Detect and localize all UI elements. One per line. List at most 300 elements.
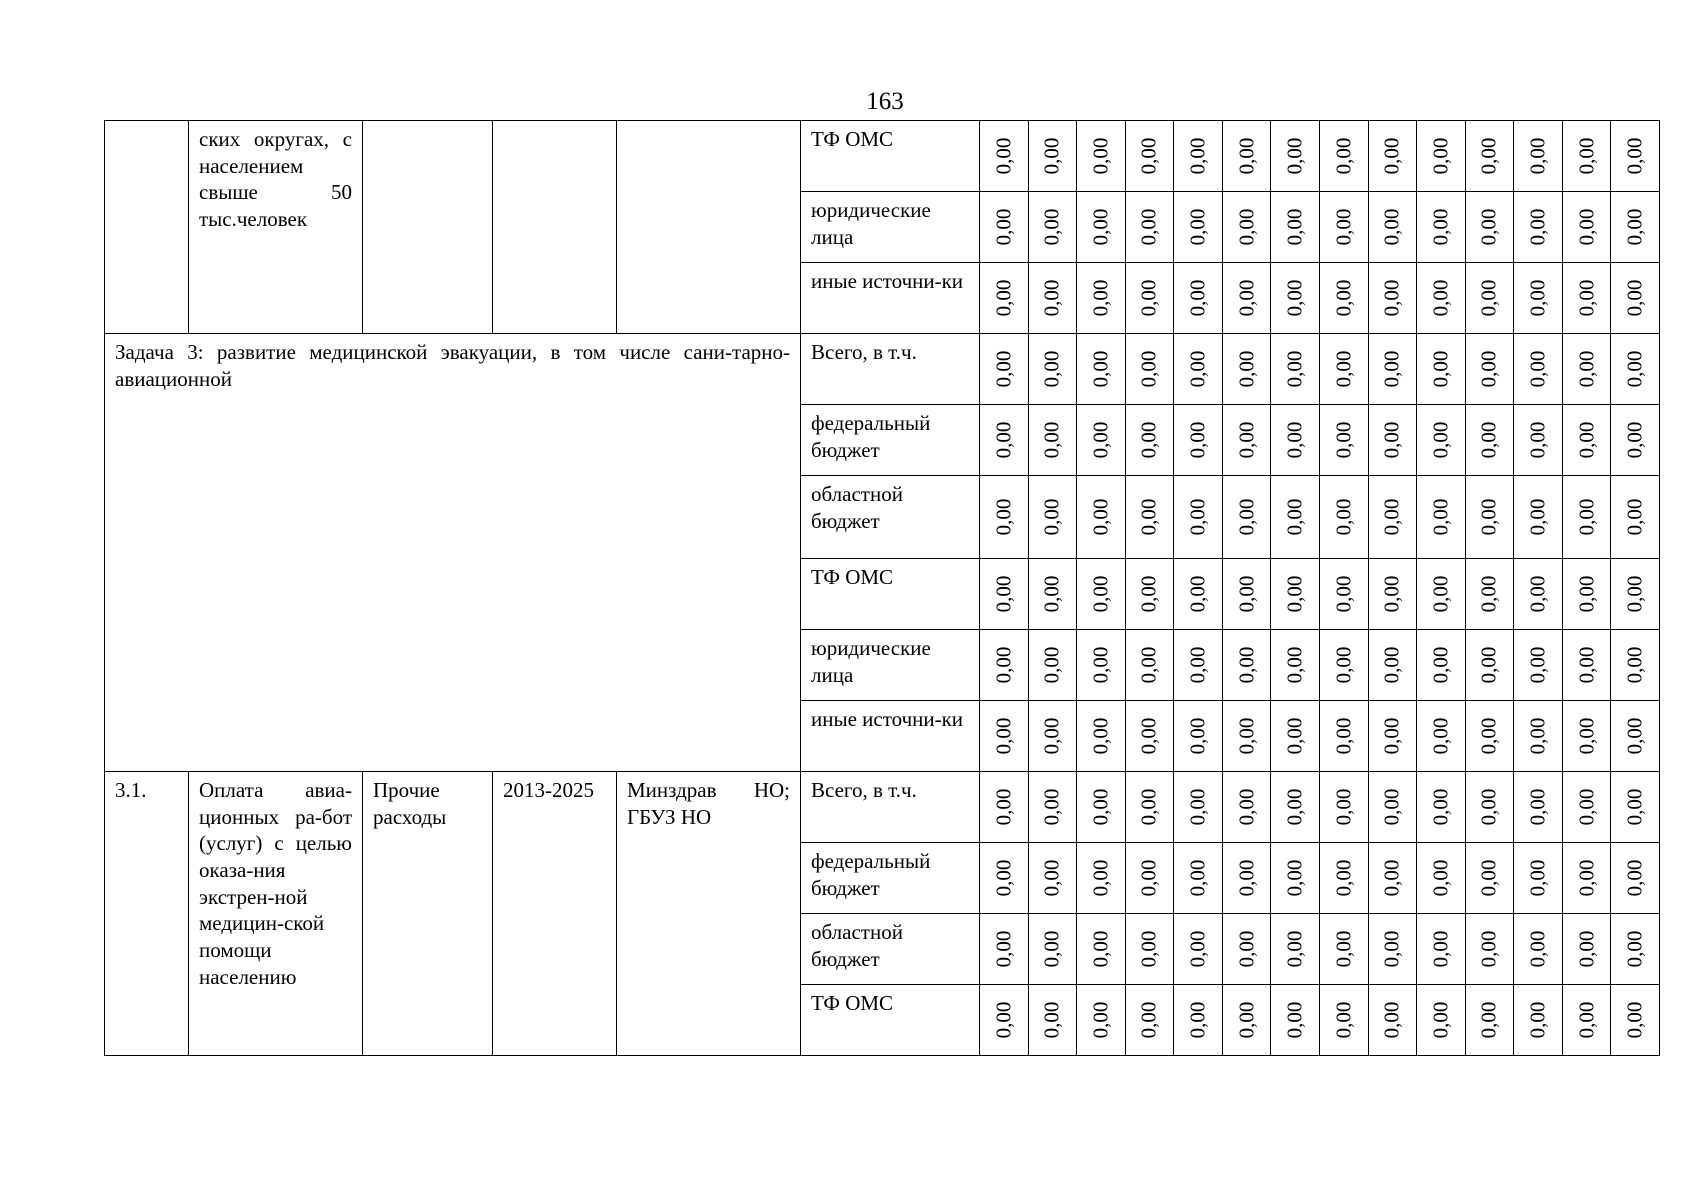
value-text: 0,00 [1234, 575, 1259, 613]
value-text: 0,00 [1428, 137, 1453, 175]
value-text: 0,00 [1477, 788, 1502, 826]
value-cell [1028, 334, 1077, 405]
value-cell [1271, 630, 1320, 701]
table-row [105, 121, 1660, 192]
value-text: 0,00 [1379, 208, 1404, 246]
value-text: 0,00 [1282, 137, 1307, 175]
value-cell [1174, 701, 1223, 772]
value-cell [1417, 630, 1466, 701]
value-text: 0,00 [1234, 646, 1259, 684]
value-text: 0,00 [1622, 498, 1647, 536]
value-text: 0,00 [1622, 350, 1647, 388]
funding-source-cell-text: Всего, в т.ч. [811, 778, 917, 802]
value-text: 0,00 [1088, 1001, 1113, 1039]
period-cell [493, 772, 617, 1056]
value-cell [1222, 263, 1271, 334]
value-text: 0,00 [1622, 137, 1647, 175]
value-text: 0,00 [1331, 859, 1356, 897]
value-text: 0,00 [1137, 279, 1162, 317]
value-cell [1271, 985, 1320, 1056]
value-text: 0,00 [991, 137, 1016, 175]
value-text: 0,00 [1234, 930, 1259, 968]
value-text: 0,00 [1040, 646, 1065, 684]
value-text: 0,00 [991, 930, 1016, 968]
value-cell [1222, 192, 1271, 263]
value-cell [1028, 121, 1077, 192]
value-text: 0,00 [1137, 717, 1162, 755]
value-cell [1562, 630, 1611, 701]
value-cell [1562, 192, 1611, 263]
value-text: 0,00 [1137, 498, 1162, 536]
value-cell [1319, 476, 1368, 559]
value-cell [1611, 192, 1660, 263]
value-text: 0,00 [1234, 208, 1259, 246]
value-text: 0,00 [1040, 575, 1065, 613]
value-cell [1077, 914, 1126, 985]
value-text: 0,00 [1574, 421, 1599, 459]
value-text: 0,00 [1477, 208, 1502, 246]
value-cell [1417, 405, 1466, 476]
funding-source-cell [801, 985, 980, 1056]
value-text: 0,00 [1234, 498, 1259, 536]
value-cell [1465, 985, 1514, 1056]
value-text: 0,00 [1574, 717, 1599, 755]
table-row [105, 334, 1660, 405]
value-text: 0,00 [1040, 930, 1065, 968]
value-text: 0,00 [1477, 859, 1502, 897]
value-cell [1174, 121, 1223, 192]
value-text: 0,00 [1525, 279, 1550, 317]
value-cell [1368, 843, 1417, 914]
value-cell [1368, 630, 1417, 701]
value-cell [1514, 263, 1563, 334]
value-cell [1465, 772, 1514, 843]
value-cell [1368, 985, 1417, 1056]
value-cell [1174, 843, 1223, 914]
value-text: 0,00 [1622, 575, 1647, 613]
value-cell [1417, 843, 1466, 914]
value-text: 0,00 [1040, 137, 1065, 175]
value-cell [1077, 476, 1126, 559]
value-cell [1222, 701, 1271, 772]
value-text: 0,00 [1282, 279, 1307, 317]
executor-cell-text: Минздрав НО; ГБУЗ НО [627, 778, 790, 829]
value-text: 0,00 [1185, 350, 1210, 388]
value-text: 0,00 [1331, 137, 1356, 175]
value-cell [1077, 405, 1126, 476]
value-text: 0,00 [1088, 930, 1113, 968]
value-cell [1319, 772, 1368, 843]
value-cell [1514, 334, 1563, 405]
value-cell [1077, 630, 1126, 701]
value-text: 0,00 [1379, 350, 1404, 388]
value-text: 0,00 [1137, 1001, 1162, 1039]
value-text: 0,00 [1185, 646, 1210, 684]
value-cell [1417, 985, 1466, 1056]
value-cell [1222, 121, 1271, 192]
value-cell [1077, 843, 1126, 914]
value-cell [1417, 263, 1466, 334]
value-text: 0,00 [1282, 717, 1307, 755]
value-text: 0,00 [1234, 788, 1259, 826]
value-text: 0,00 [1574, 208, 1599, 246]
funding-source-cell [801, 334, 980, 405]
value-cell [1562, 476, 1611, 559]
value-text: 0,00 [991, 646, 1016, 684]
value-cell [1222, 405, 1271, 476]
value-text: 0,00 [1622, 646, 1647, 684]
value-text: 0,00 [1622, 1001, 1647, 1039]
value-cell [1271, 476, 1320, 559]
value-cell [1368, 559, 1417, 630]
executor-cell [617, 772, 801, 1056]
value-cell [1368, 914, 1417, 985]
value-text: 0,00 [1525, 498, 1550, 536]
value-text: 0,00 [1525, 350, 1550, 388]
period-cell [493, 121, 617, 334]
value-cell [1611, 772, 1660, 843]
value-cell [1514, 630, 1563, 701]
value-cell [1271, 192, 1320, 263]
activity-name-cell [189, 121, 363, 334]
value-text: 0,00 [1137, 350, 1162, 388]
value-text: 0,00 [991, 717, 1016, 755]
category-cell-text: Прочие расходы [373, 778, 447, 829]
value-text: 0,00 [1525, 788, 1550, 826]
value-cell [1417, 476, 1466, 559]
value-text: 0,00 [1574, 930, 1599, 968]
value-text: 0,00 [1282, 208, 1307, 246]
value-text: 0,00 [1088, 575, 1113, 613]
value-text: 0,00 [1477, 498, 1502, 536]
value-text: 0,00 [1428, 575, 1453, 613]
value-text: 0,00 [1282, 1001, 1307, 1039]
value-cell [1222, 985, 1271, 1056]
value-cell [1514, 843, 1563, 914]
value-text: 0,00 [1428, 646, 1453, 684]
value-text: 0,00 [1137, 646, 1162, 684]
value-text: 0,00 [1477, 717, 1502, 755]
value-text: 0,00 [1574, 137, 1599, 175]
value-cell [1174, 476, 1223, 559]
value-cell [1611, 559, 1660, 630]
task-title-cell [105, 334, 801, 772]
value-text: 0,00 [1282, 421, 1307, 459]
value-text: 0,00 [1088, 208, 1113, 246]
value-cell [1514, 559, 1563, 630]
value-text: 0,00 [1525, 930, 1550, 968]
value-text: 0,00 [1379, 717, 1404, 755]
value-cell [1319, 701, 1368, 772]
value-cell [1514, 701, 1563, 772]
value-cell [1514, 192, 1563, 263]
funding-source-cell [801, 476, 980, 559]
activity-name-cell-text: Оплата авиа-ционных ра-бот (услуг) с целью оказа-ния экстрен-ной медицин-ской помощи населению [199, 778, 352, 989]
value-cell [1125, 476, 1174, 559]
funding-source-cell [801, 630, 980, 701]
value-text: 0,00 [1088, 498, 1113, 536]
value-text: 0,00 [1185, 421, 1210, 459]
value-text: 0,00 [1185, 137, 1210, 175]
value-cell [1465, 121, 1514, 192]
value-cell [1028, 263, 1077, 334]
value-text: 0,00 [991, 788, 1016, 826]
value-text: 0,00 [1428, 859, 1453, 897]
value-cell [1465, 334, 1514, 405]
number-cell-text: 3.1. [115, 778, 147, 802]
value-text: 0,00 [1185, 208, 1210, 246]
value-text: 0,00 [1379, 498, 1404, 536]
funding-source-cell [801, 121, 980, 192]
value-cell [1028, 985, 1077, 1056]
value-cell [1611, 985, 1660, 1056]
value-text: 0,00 [1040, 498, 1065, 536]
value-cell [1611, 843, 1660, 914]
value-cell [1417, 121, 1466, 192]
value-text: 0,00 [1428, 788, 1453, 826]
value-text: 0,00 [1477, 1001, 1502, 1039]
value-text: 0,00 [1428, 930, 1453, 968]
value-text: 0,00 [1331, 788, 1356, 826]
value-cell [1417, 559, 1466, 630]
value-cell [1222, 476, 1271, 559]
value-cell [1125, 772, 1174, 843]
funding-source-cell [801, 772, 980, 843]
value-text: 0,00 [1331, 1001, 1356, 1039]
value-cell [1077, 192, 1126, 263]
value-cell [1271, 263, 1320, 334]
value-cell [1465, 192, 1514, 263]
value-cell [1028, 630, 1077, 701]
value-text: 0,00 [1331, 717, 1356, 755]
value-text: 0,00 [1574, 1001, 1599, 1039]
value-text: 0,00 [1574, 646, 1599, 684]
value-cell [1514, 772, 1563, 843]
value-text: 0,00 [1622, 208, 1647, 246]
value-text: 0,00 [1379, 137, 1404, 175]
value-cell [1319, 985, 1368, 1056]
funding-source-cell [801, 405, 980, 476]
funding-source-cell-text: ТФ ОМС [811, 991, 894, 1015]
value-text: 0,00 [1379, 646, 1404, 684]
value-cell [980, 263, 1029, 334]
value-text: 0,00 [1234, 421, 1259, 459]
funding-source-cell [801, 263, 980, 334]
value-cell [1368, 334, 1417, 405]
value-text: 0,00 [1331, 279, 1356, 317]
value-text: 0,00 [991, 421, 1016, 459]
value-cell [1174, 192, 1223, 263]
value-cell [1319, 192, 1368, 263]
value-text: 0,00 [1234, 279, 1259, 317]
value-cell [1319, 121, 1368, 192]
value-cell [1174, 334, 1223, 405]
value-cell [1514, 405, 1563, 476]
value-cell [1125, 985, 1174, 1056]
page-number: 163 [866, 88, 904, 115]
value-text: 0,00 [1622, 421, 1647, 459]
value-text: 0,00 [1574, 498, 1599, 536]
value-cell [1465, 559, 1514, 630]
executor-cell [617, 121, 801, 334]
value-cell [1368, 192, 1417, 263]
value-cell [1319, 914, 1368, 985]
value-cell [1271, 772, 1320, 843]
number-cell [105, 772, 189, 1056]
table-body [105, 121, 1660, 1056]
value-cell [980, 701, 1029, 772]
funding-source-cell [801, 914, 980, 985]
value-text: 0,00 [991, 350, 1016, 388]
value-cell [1319, 559, 1368, 630]
value-text: 0,00 [1622, 279, 1647, 317]
value-text: 0,00 [1525, 859, 1550, 897]
funding-source-cell-text: ТФ ОМС [811, 127, 894, 151]
value-cell [980, 334, 1029, 405]
value-cell [1417, 772, 1466, 843]
value-text: 0,00 [1185, 575, 1210, 613]
value-cell [1368, 772, 1417, 843]
value-text: 0,00 [1477, 350, 1502, 388]
value-text: 0,00 [1185, 498, 1210, 536]
value-text: 0,00 [1331, 498, 1356, 536]
funding-source-cell-text: федеральный бюджет [811, 411, 931, 462]
value-text: 0,00 [1234, 350, 1259, 388]
value-cell [1028, 843, 1077, 914]
value-text: 0,00 [991, 498, 1016, 536]
value-cell [1028, 192, 1077, 263]
value-text: 0,00 [1185, 788, 1210, 826]
value-cell [1222, 772, 1271, 843]
value-cell [1125, 263, 1174, 334]
category-cell [363, 121, 493, 334]
budget-table [104, 120, 1660, 1056]
funding-source-cell-text: ТФ ОМС [811, 565, 894, 589]
category-cell [363, 772, 493, 1056]
value-cell [1465, 263, 1514, 334]
value-text: 0,00 [1040, 279, 1065, 317]
value-text: 0,00 [991, 208, 1016, 246]
value-cell [1514, 985, 1563, 1056]
value-text: 0,00 [1185, 930, 1210, 968]
value-cell [1174, 263, 1223, 334]
value-text: 0,00 [1282, 575, 1307, 613]
value-cell [1077, 121, 1126, 192]
task-title-cell-text: Задача 3: развитие медицинской эвакуации, в том числе сани-тарно-авиационной [115, 340, 790, 391]
value-cell [1562, 263, 1611, 334]
value-text: 0,00 [1088, 350, 1113, 388]
value-cell [1222, 914, 1271, 985]
value-cell [1271, 843, 1320, 914]
value-cell [1028, 559, 1077, 630]
value-cell [1125, 121, 1174, 192]
value-cell [1028, 405, 1077, 476]
value-cell [1174, 630, 1223, 701]
value-cell [1271, 701, 1320, 772]
value-text: 0,00 [1137, 137, 1162, 175]
value-cell [980, 843, 1029, 914]
value-text: 0,00 [991, 1001, 1016, 1039]
value-cell [1271, 405, 1320, 476]
value-text: 0,00 [1331, 575, 1356, 613]
value-text: 0,00 [1379, 421, 1404, 459]
value-cell [1514, 914, 1563, 985]
value-text: 0,00 [1477, 930, 1502, 968]
funding-source-cell-text: иные источни-ки [811, 707, 964, 731]
value-cell [980, 121, 1029, 192]
value-cell [1562, 843, 1611, 914]
value-cell [1417, 914, 1466, 985]
value-text: 0,00 [1525, 717, 1550, 755]
value-cell [1562, 914, 1611, 985]
value-text: 0,00 [1040, 208, 1065, 246]
value-text: 0,00 [1379, 788, 1404, 826]
value-cell [1368, 263, 1417, 334]
value-cell [1077, 772, 1126, 843]
value-text: 0,00 [1574, 575, 1599, 613]
value-cell [1125, 701, 1174, 772]
value-cell [1562, 985, 1611, 1056]
value-cell [1222, 630, 1271, 701]
value-text: 0,00 [1428, 279, 1453, 317]
value-text: 0,00 [1185, 1001, 1210, 1039]
funding-source-cell [801, 559, 980, 630]
value-cell [1319, 405, 1368, 476]
value-text: 0,00 [1379, 859, 1404, 897]
value-cell [980, 630, 1029, 701]
funding-source-cell-text: областной бюджет [811, 482, 903, 533]
value-text: 0,00 [1622, 717, 1647, 755]
value-cell [1611, 630, 1660, 701]
value-text: 0,00 [1379, 279, 1404, 317]
value-cell [1271, 334, 1320, 405]
value-cell [1465, 701, 1514, 772]
value-text: 0,00 [1574, 350, 1599, 388]
value-text: 0,00 [1574, 859, 1599, 897]
value-text: 0,00 [1088, 788, 1113, 826]
value-text: 0,00 [1428, 717, 1453, 755]
value-cell [1028, 772, 1077, 843]
value-text: 0,00 [1379, 575, 1404, 613]
table-row [105, 772, 1660, 843]
value-text: 0,00 [1234, 717, 1259, 755]
value-text: 0,00 [1379, 1001, 1404, 1039]
value-cell [1222, 334, 1271, 405]
number-cell [105, 121, 189, 334]
value-cell [1077, 701, 1126, 772]
value-text: 0,00 [1331, 646, 1356, 684]
value-text: 0,00 [1477, 279, 1502, 317]
value-cell [1174, 772, 1223, 843]
value-text: 0,00 [1185, 859, 1210, 897]
value-cell [1271, 914, 1320, 985]
value-text: 0,00 [1088, 717, 1113, 755]
value-text: 0,00 [1525, 646, 1550, 684]
value-text: 0,00 [1234, 137, 1259, 175]
value-cell [1562, 772, 1611, 843]
value-text: 0,00 [1574, 279, 1599, 317]
value-text: 0,00 [1040, 350, 1065, 388]
value-text: 0,00 [1137, 859, 1162, 897]
value-text: 0,00 [1040, 1001, 1065, 1039]
value-text: 0,00 [1331, 930, 1356, 968]
value-text: 0,00 [1428, 208, 1453, 246]
value-text: 0,00 [1331, 350, 1356, 388]
value-cell [980, 985, 1029, 1056]
value-cell [1125, 559, 1174, 630]
value-cell [1028, 476, 1077, 559]
funding-source-cell-text: юридические лица [811, 636, 931, 687]
